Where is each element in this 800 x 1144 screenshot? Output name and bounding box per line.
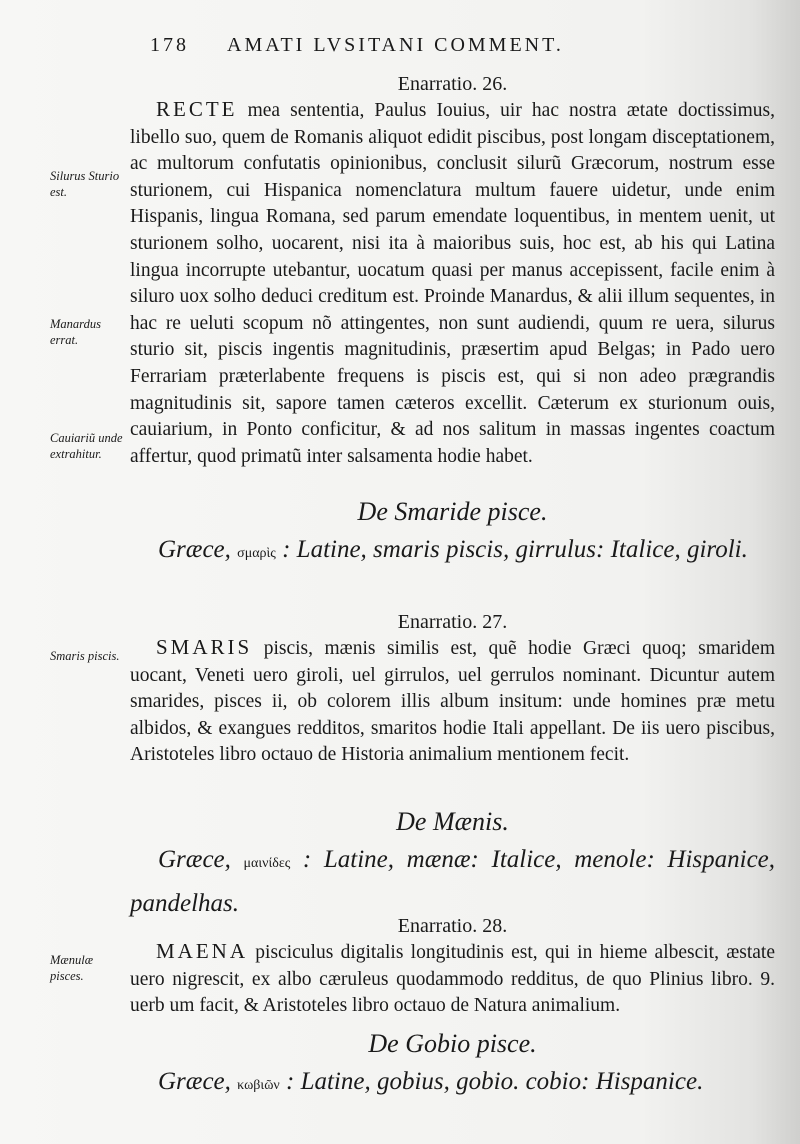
margin-note-silurus: Silurus Sturio est. (50, 169, 120, 199)
margin-note-cauiarium: Cauiariũ unde extrahitur. (50, 431, 123, 461)
enarratio-heading: Enarratio. 27. (397, 611, 508, 633)
lead-word: MAENA (156, 939, 248, 963)
paragraph (130, 634, 775, 769)
greek-word: σμαρὶς (237, 546, 276, 561)
enarratio-28-section (130, 914, 775, 1020)
graece-label: Græce, (158, 536, 231, 563)
enarratio-heading: Enarratio. 26. (397, 73, 508, 95)
paragraph-text: mea sententia, Paulus Iouius, uir hac nostra ætate doctissimus, libello suo, quem de Romanis aliquot edidit piscibus, post longam disceptationem, ac multorum confutatis opinionibus, conclusit silurũ Græcorum, nostrum esse sturionem, cui Hispanica nomenclatura multum fauere uidetur, unde enim Hispanis, lingua Romana, sed parum emendate loquentibus, in mentem uenit, ut sturionem solho, uocarent, nisi ita à maioribus suis, hoc est, ab his qui Latina lingua incorrupte utebantur, uocatum quasi per manus accepissent, facile enim à siluro uox solho deduci creditum est. Proinde Manardus, & alii illum sequentes, in hac re ueluti scopum nõ attingentes, non sunt audiendi, quum re uera, silurus sturio sit, piscis ingentis magnitudinis, præsertim apud Belgas; in Pado uero Ferrariam præterlabente frequens is piscis est, qui si non adeo prægrandis magnitudinis sit, sapore tamen cæteros excellit. Cæterum ex sturionum ouis, cauiarium, in Ponto conficitur, & ad nos salitum in massas ingentes coactum affertur, quod primatũ inter salsamenta hodie habet. (130, 100, 775, 467)
names-rest: : Latine, smaris piscis, girrulus: Italice, giroli. (282, 536, 748, 563)
graece-label: Græce, (158, 846, 231, 873)
lead-word: SMARIS (156, 635, 253, 659)
margin-note-smaris: Smaris piscis. (50, 649, 120, 663)
page-header (150, 34, 760, 57)
page-number: 178 (150, 34, 189, 56)
greek-word: κωβιῶν (237, 1078, 280, 1093)
lead-word: RECTE (156, 97, 238, 121)
section-title: De Smaride pisce. (357, 497, 548, 526)
running-title: AMATI LVSITANI COMMENT. (227, 34, 564, 56)
paragraph-text: pisciculus digitalis longitudinis est, qui in hieme albescit, æstate uero nigrescit, ex albo cæruleus quodammodo redditus, de quo Plinius libro. 9. uerb um facit, & Aristoteles libro octauo de Natura animalium. (130, 942, 776, 1017)
enarratio-27-section (130, 610, 775, 769)
names-rest: : Latine, gobius, gobio. cobio: Hispanice. (286, 1068, 704, 1095)
enarratio-heading: Enarratio. 28. (397, 915, 508, 937)
names-rest: : Latine, mænæ: Italice, menole: Hispanice, pandelhas. (130, 846, 776, 917)
maenis-section (130, 804, 775, 924)
paragraph (130, 96, 775, 470)
names-line (130, 1062, 775, 1106)
section-title: De Mænis. (396, 807, 509, 836)
greek-word: μαινίδες (243, 856, 291, 871)
paragraph (130, 938, 775, 1020)
paragraph-text: piscis, mænis similis est, quẽ hodie Græci quoq; smaridem uocant, Veneti uero giroli, uel girrulos, uel gerrulos nominant. Dicuntur autem smarides, pisces ii, ob colorem illis album insitum: unde homines præ metu albidos, & exangues redditos, smaritos hodie Itali appellant. De iis uero piscibus, Aristoteles libro octauo de Historia animalium mentionem fecit. (130, 638, 775, 766)
section-title: De Gobio pisce. (368, 1029, 537, 1058)
enarratio-26-section (130, 72, 775, 470)
names-line (130, 530, 775, 574)
names-line (130, 840, 775, 924)
smaris-section (130, 494, 775, 574)
margin-note-manardus: Manardus errat. (50, 317, 101, 347)
graece-label: Græce, (158, 1068, 231, 1095)
margin-note-maenulae: Mænulæ pisces. (50, 953, 94, 983)
gobio-section (130, 1026, 775, 1106)
